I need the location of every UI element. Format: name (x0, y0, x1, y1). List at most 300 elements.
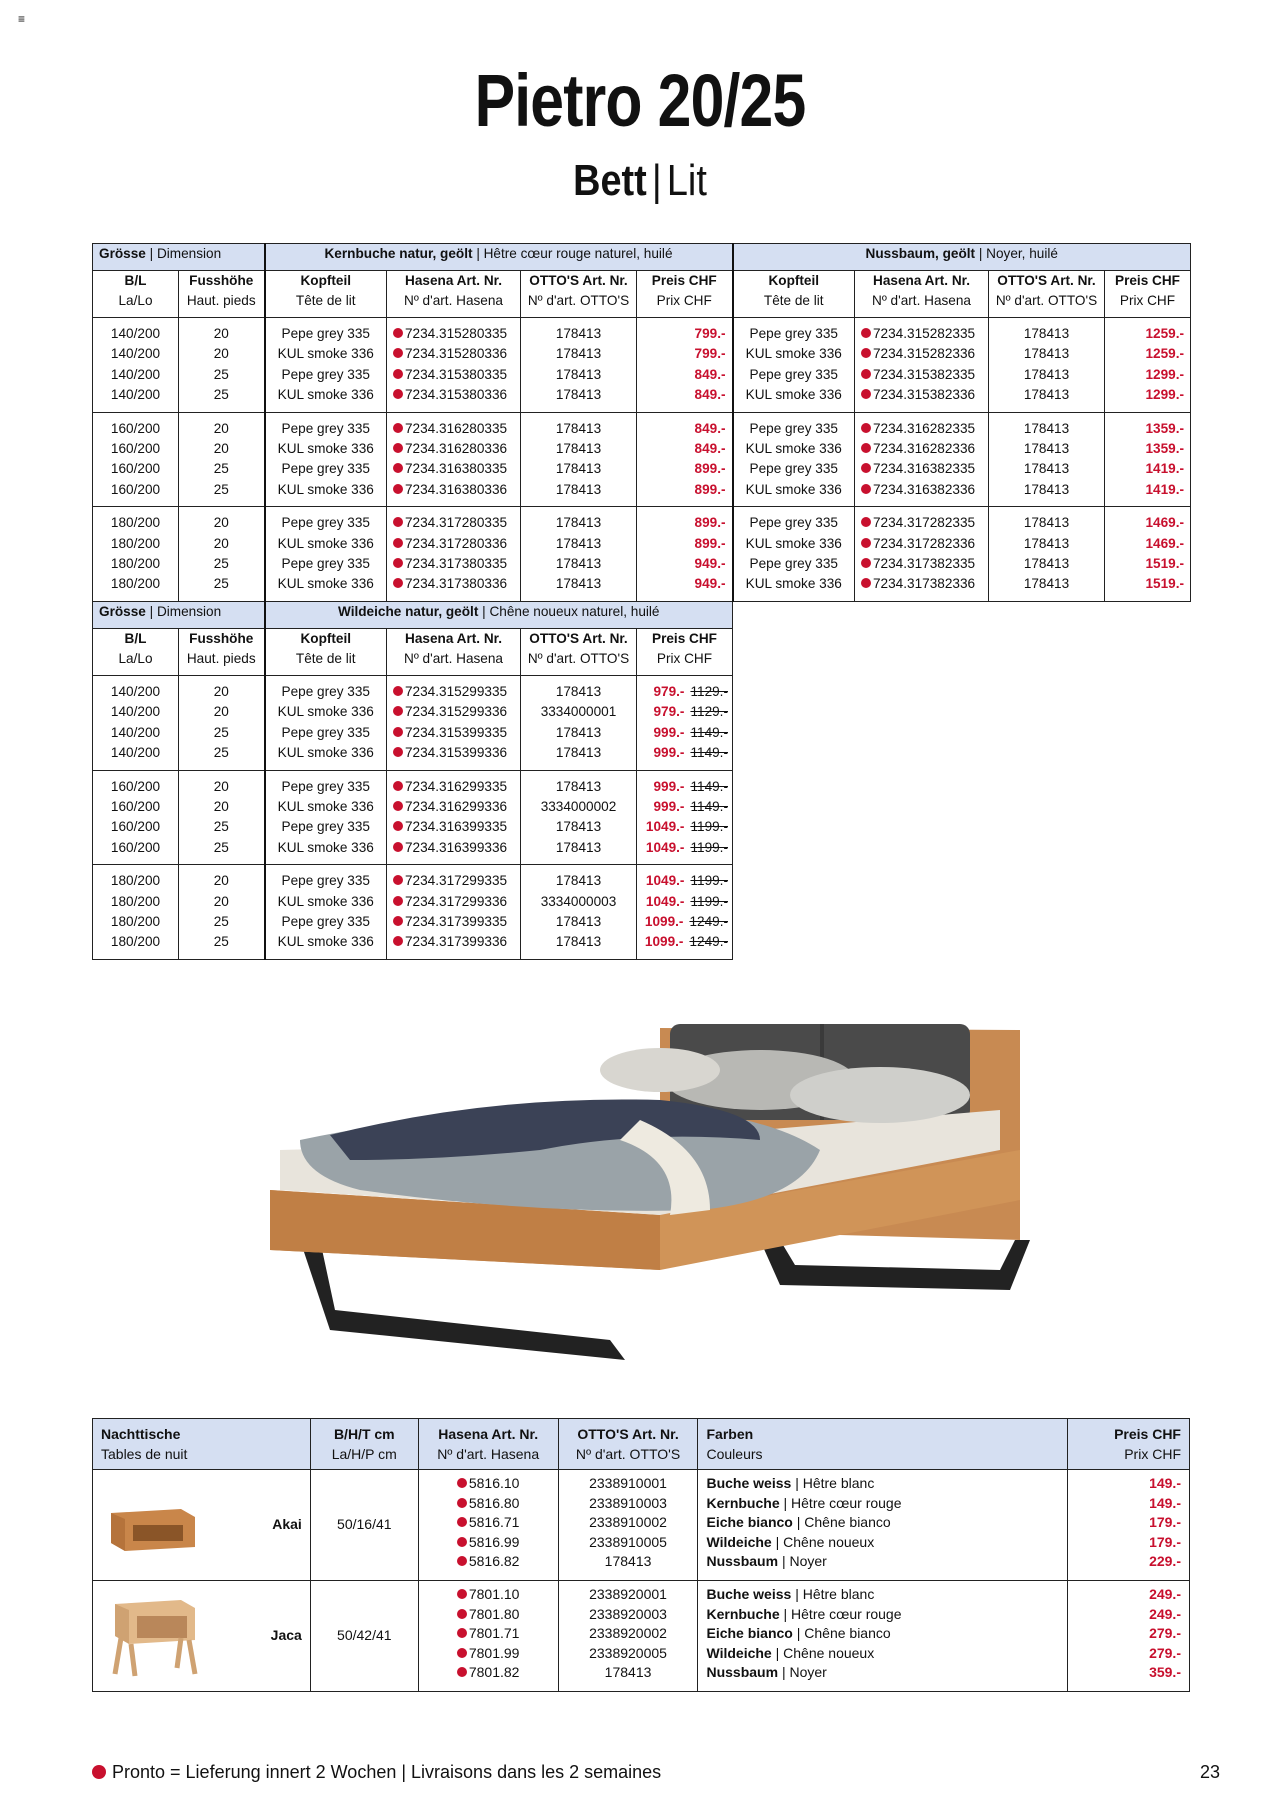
pronto-dot-icon (393, 389, 403, 399)
pronto-dot-icon (861, 423, 871, 433)
price: 1259.- (1145, 326, 1184, 341)
cell-value: KUL smoke 336 (277, 839, 374, 855)
art-nr: 5816.71 (427, 1513, 550, 1533)
price: 1359.- (1145, 441, 1184, 457)
price: 849.- (694, 387, 726, 403)
group-header-kernbuche: Kernbuche natur, geölt | Hêtre cœur rouge naturel, huilé (265, 244, 733, 271)
art-nr: 7234.316382336 (861, 480, 982, 500)
price: 1299.- (1145, 366, 1184, 382)
jaca-nightstand-image (101, 1594, 201, 1678)
cell-value: 178413 (555, 576, 602, 592)
art-nr: 7801.99 (427, 1644, 550, 1664)
pronto-dot-icon (393, 538, 403, 548)
price: 999.- 1149.- (653, 798, 728, 814)
cell-value: 160/200 (110, 778, 161, 794)
price: 799.- (694, 346, 726, 362)
art-nr: 7234.317282336 (861, 534, 982, 554)
column-header: Farben Couleurs (698, 1419, 1068, 1470)
size-header: Grösse | Dimension (93, 244, 265, 271)
cell-value: 25 (213, 461, 229, 477)
cell-value: 20 (213, 798, 229, 814)
cell-value: 2338910001 (589, 1475, 667, 1491)
group-header-wildeiche: Wildeiche natur, geölt | Chêne noueux naturel, huilé (265, 601, 733, 628)
cell-value: Pepe grey 335 (281, 724, 370, 740)
art-nr: 7801.10 (427, 1585, 550, 1605)
cell-value: 25 (213, 387, 229, 403)
column-header: Hasena Art. Nr. Nº d'art. Hasena (855, 271, 989, 318)
price: 1099.- 1249.- (644, 934, 728, 950)
cell-value: KUL smoke 336 (277, 745, 374, 761)
cell-value: Pepe grey 335 (281, 326, 370, 341)
column-header: B/L La/Lo (93, 271, 179, 318)
cell-value: 20 (213, 441, 229, 457)
price: 149.- (1149, 1494, 1181, 1511)
cell-value: 178413 (604, 1664, 652, 1681)
price: 179.- (1149, 1533, 1181, 1550)
price: 249.- (1149, 1605, 1181, 1622)
cell-value: 178413 (1023, 420, 1070, 436)
pronto-dot-icon (393, 781, 403, 791)
art-nr: 7234.316399335 (393, 817, 514, 837)
bed-price-table (92, 243, 1191, 960)
cell-value: 140/200 (110, 387, 161, 403)
art-nr: 7234.317282335 (861, 513, 982, 533)
pronto-dot-icon (457, 1498, 467, 1508)
cell-value: 2338920001 (589, 1586, 667, 1602)
old-price: 1199.- (690, 893, 728, 909)
page-title: Pietro 20/25 (474, 59, 806, 142)
cell-value: 178413 (1023, 535, 1070, 551)
art-nr: 7234.315382335 (861, 365, 982, 385)
cell-value: KUL smoke 336 (745, 387, 842, 403)
price: 149.- (1149, 1475, 1181, 1491)
pronto-dot-icon (457, 1628, 467, 1638)
cell-value: 178413 (1023, 556, 1070, 572)
cell-value: Pepe grey 335 (281, 778, 370, 794)
pronto-dot-icon (393, 916, 403, 926)
cell-value: 178413 (555, 481, 602, 497)
cell-value: 160/200 (110, 819, 161, 835)
column-header: B/L La/Lo (93, 628, 179, 675)
cell-value: 178413 (1023, 481, 1070, 497)
cell-value: 25 (213, 913, 229, 929)
cell-value: 178413 (1023, 387, 1070, 403)
cell-value: KUL smoke 336 (277, 798, 374, 814)
cell-value: 160/200 (110, 461, 161, 477)
pronto-dot-icon (393, 727, 403, 737)
pronto-dot-icon (393, 821, 403, 831)
page-subtitle (90, 156, 1191, 206)
pronto-dot-icon (393, 443, 403, 453)
pronto-dot-icon (393, 369, 403, 379)
art-nr: 7234.317382336 (861, 574, 982, 594)
akai-nightstand-image (101, 1495, 201, 1555)
cell-value: 178413 (555, 535, 602, 551)
pronto-dot-icon (393, 517, 403, 527)
cell-value: 20 (213, 873, 229, 889)
cell-value: Pepe grey 335 (281, 461, 370, 477)
cell-value: 20 (213, 893, 229, 909)
cell-value: Pepe grey 335 (281, 556, 370, 572)
cell-value: 178413 (555, 515, 602, 531)
price: 279.- (1149, 1644, 1181, 1661)
old-price: 1149.- (690, 798, 728, 814)
table-row (93, 1581, 1190, 1692)
art-nr: 7234.315399335 (393, 723, 514, 743)
cell-value: 178413 (555, 461, 602, 477)
pronto-dot-icon (861, 463, 871, 473)
table-row (93, 770, 1191, 865)
price: 1359.- (1145, 420, 1184, 436)
cell-value: 178413 (555, 873, 602, 889)
art-nr: 5816.10 (427, 1474, 550, 1494)
cell-value: 180/200 (110, 576, 161, 592)
cell-value: KUL smoke 336 (277, 481, 374, 497)
art-nr: 7234.316280335 (393, 419, 514, 439)
cell-value: 25 (213, 934, 229, 950)
dimensions: 50/42/41 (310, 1581, 418, 1692)
pronto-dot-icon (861, 538, 871, 548)
cell-value: 160/200 (110, 839, 161, 855)
price: 229.- (1149, 1553, 1181, 1570)
pronto-dot-icon (393, 801, 403, 811)
cell-value: Pepe grey 335 (281, 420, 370, 436)
cell-value: Pepe grey 335 (281, 913, 370, 929)
cell-value: 178413 (1023, 346, 1070, 362)
price: 1099.- 1249.- (644, 913, 728, 929)
cell-value: 180/200 (110, 515, 161, 531)
cell-value: 3334000001 (540, 704, 617, 720)
cell-value: 140/200 (110, 724, 161, 740)
old-price: 1199.- (690, 873, 728, 889)
pronto-dot-icon (393, 578, 403, 588)
price: 899.- (694, 515, 726, 531)
nightstand-table (92, 1418, 1190, 1692)
table-row (93, 318, 1191, 413)
cell-value: Pepe grey 335 (749, 366, 838, 382)
art-nr: 7234.315299335 (393, 682, 514, 702)
cell-value: 140/200 (110, 704, 161, 720)
subtitle-de: Bett (573, 156, 647, 205)
price: 179.- (1149, 1514, 1181, 1531)
cell-value: 160/200 (110, 798, 161, 814)
art-nr: 7234.316399336 (393, 838, 514, 858)
price: 899.- (694, 535, 726, 551)
art-nr: 7234.316380336 (393, 480, 514, 500)
cell-value: KUL smoke 336 (277, 934, 374, 950)
cell-value: 178413 (1023, 326, 1070, 341)
cell-value: KUL smoke 336 (277, 893, 374, 909)
cell-value: KUL smoke 336 (277, 535, 374, 551)
subtitle-separator: | (651, 156, 662, 205)
cell-value: 180/200 (110, 535, 161, 551)
art-nr: 7801.71 (427, 1624, 550, 1644)
column-header: Kopfteil Tête de lit (265, 271, 387, 318)
cell-value: Pepe grey 335 (281, 366, 370, 382)
art-nr: 7234.316280336 (393, 439, 514, 459)
art-nr: 7234.315382336 (861, 385, 982, 405)
cell-value: 160/200 (110, 441, 161, 457)
old-price: 1149.- (690, 778, 728, 794)
column-header: Kopfteil Tête de lit (733, 271, 855, 318)
cell-value: 20 (213, 778, 229, 794)
table-row (93, 865, 1191, 960)
cell-value: 25 (213, 556, 229, 572)
art-nr: 7234.315282335 (861, 324, 982, 344)
color-option: Nussbaum | Noyer (706, 1553, 827, 1570)
art-nr: 7234.315282336 (861, 344, 982, 364)
table-row (93, 412, 1191, 507)
price: 359.- (1149, 1664, 1181, 1681)
cell-value: 180/200 (110, 873, 161, 889)
cell-value: 180/200 (110, 934, 161, 950)
column-header: OTTO'S Art. Nr. Nº d'art. OTTO'S (521, 628, 637, 675)
column-header: OTTO'S Art. Nr. Nº d'art. OTTO'S (558, 1419, 698, 1470)
cell-value: 2338920002 (589, 1625, 667, 1642)
price: 899.- (694, 481, 726, 497)
cell-value: 178413 (555, 366, 602, 382)
cell-value: 3334000003 (540, 893, 617, 909)
cell-value: 25 (213, 819, 229, 835)
cell-value: 180/200 (110, 556, 161, 572)
page-number: 23 (1200, 1762, 1221, 1782)
column-header: Fusshöhe Haut. pieds (179, 628, 265, 675)
price: 999.- 1149.- (653, 745, 728, 761)
cell-value: 180/200 (110, 913, 161, 929)
pronto-dot-icon (861, 443, 871, 453)
column-header: Preis CHF Prix CHF (1105, 271, 1191, 318)
cell-value: 20 (213, 535, 229, 551)
art-nr: 7234.317380335 (393, 554, 514, 574)
cell-value: 20 (213, 683, 229, 699)
cell-value: 25 (213, 745, 229, 761)
pronto-dot-icon (457, 1556, 467, 1566)
column-header: OTTO'S Art. Nr. Nº d'art. OTTO'S (521, 271, 637, 318)
cell-value: 140/200 (110, 366, 161, 382)
cell-value: 2338910002 (589, 1514, 667, 1531)
pronto-dot-icon (393, 484, 403, 494)
pronto-dot-icon (393, 706, 403, 716)
group-header-nussbaum: Nussbaum, geölt | Noyer, huilé (733, 244, 1191, 271)
price: 949.- (694, 576, 726, 592)
cell-value: Pepe grey 335 (749, 461, 838, 477)
cell-value: Pepe grey 335 (281, 515, 370, 531)
cell-value: 178413 (1023, 366, 1070, 382)
cell-value: 178413 (1023, 461, 1070, 477)
art-nr: 7234.316380335 (393, 459, 514, 479)
art-nr: 7234.317280336 (393, 534, 514, 554)
cell-value: 160/200 (110, 481, 161, 497)
old-price: 1149.- (690, 724, 728, 740)
old-price: 1129.- (690, 683, 728, 699)
price: 979.- 1129.- (653, 683, 728, 699)
footer-note (92, 1762, 661, 1783)
price: 1049.- 1199.- (645, 839, 728, 855)
table-row (93, 675, 1191, 770)
color-option: Eiche bianco | Chêne bianco (706, 1625, 891, 1642)
pronto-dot-icon (393, 896, 403, 906)
column-header: Preis CHF Prix CHF (637, 271, 733, 318)
art-nr: 7234.316282336 (861, 439, 982, 459)
subtitle-fr: Lit (666, 156, 707, 205)
cell-value: 178413 (1023, 515, 1070, 531)
cell-value: 178413 (555, 778, 602, 794)
price: 949.- (694, 556, 726, 572)
cell-value: 25 (213, 724, 229, 740)
cell-value: 20 (213, 420, 229, 436)
column-header: Fusshöhe Haut. pieds (179, 271, 265, 318)
cell-value: 178413 (1023, 576, 1070, 592)
art-nr: 7234.315280335 (393, 324, 514, 344)
cell-value: 140/200 (110, 326, 161, 341)
pronto-dot-icon (393, 348, 403, 358)
cell-value: 178413 (555, 683, 602, 699)
price: 1419.- (1145, 461, 1184, 477)
old-price: 1129.- (690, 704, 728, 720)
cell-value: 140/200 (110, 745, 161, 761)
cell-value: 178413 (555, 913, 602, 929)
pronto-dot-icon (393, 558, 403, 568)
old-price: 1199.- (690, 839, 728, 855)
column-header: Kopfteil Tête de lit (265, 628, 387, 675)
art-nr: 7234.315380335 (393, 365, 514, 385)
cell-value: 20 (213, 704, 229, 720)
cell-value: KUL smoke 336 (277, 346, 374, 362)
cell-value: 178413 (555, 556, 602, 572)
art-nr: 7234.316282335 (861, 419, 982, 439)
color-option: Kernbuche | Hêtre cœur rouge (706, 1605, 902, 1622)
pronto-dot-icon (861, 517, 871, 527)
product-name: Jaca (270, 1627, 302, 1644)
art-nr: 7234.316299336 (393, 797, 514, 817)
pronto-dot-icon (393, 842, 403, 852)
cell-value: 25 (213, 576, 229, 592)
cell-value: 140/200 (110, 346, 161, 362)
cell-value: KUL smoke 336 (277, 576, 374, 592)
column-header: Preis CHF Prix CHF (1068, 1419, 1190, 1470)
art-nr: 7234.315299336 (393, 702, 514, 722)
cell-value: 178413 (555, 934, 602, 950)
art-nr: 7234.317399336 (393, 932, 514, 952)
cell-value: 2338910005 (589, 1533, 667, 1550)
pronto-dot-icon (457, 1517, 467, 1527)
art-nr: 5816.99 (427, 1533, 550, 1553)
price: 1259.- (1145, 346, 1184, 362)
footer-text: Pronto = Lieferung innert 2 Wochen | Livraisons dans les 2 semaines (112, 1762, 662, 1782)
pronto-dot-icon (393, 463, 403, 473)
price: 1419.- (1145, 481, 1184, 497)
cell-value: 178413 (555, 346, 602, 362)
table-row (93, 507, 1191, 602)
cell-value: KUL smoke 336 (745, 346, 842, 362)
cell-value: Pepe grey 335 (749, 515, 838, 531)
old-price: 1199.- (690, 819, 728, 835)
cell-value: 20 (213, 346, 229, 362)
art-nr: 7801.82 (427, 1663, 550, 1683)
art-nr: 5816.80 (427, 1494, 550, 1514)
cell-value: 25 (213, 839, 229, 855)
art-nr: 7234.317299335 (393, 871, 514, 891)
column-header: Hasena Art. Nr. Nº d'art. Hasena (387, 271, 521, 318)
price: 1049.- 1199.- (645, 893, 728, 909)
cell-value: 20 (213, 326, 229, 341)
column-header: Preis CHF Prix CHF (637, 628, 733, 675)
cell-value: Pepe grey 335 (749, 556, 838, 572)
art-nr: 7801.80 (427, 1605, 550, 1625)
cell-value: 178413 (555, 387, 602, 403)
art-nr: 5816.82 (427, 1552, 550, 1572)
price: 1469.- (1145, 535, 1184, 551)
art-nr: 7234.316299335 (393, 777, 514, 797)
cell-value: Pepe grey 335 (281, 683, 370, 699)
cell-value: KUL smoke 336 (277, 387, 374, 403)
color-option: Buche weiss | Hêtre blanc (706, 1586, 875, 1602)
cell-value: 178413 (1023, 441, 1070, 457)
pronto-dot-icon (457, 1589, 467, 1599)
price: 799.- (694, 326, 726, 341)
pronto-dot-icon (457, 1648, 467, 1658)
art-nr: 7234.315280336 (393, 344, 514, 364)
price: 999.- 1149.- (653, 724, 728, 740)
art-nr: 7234.317299336 (393, 892, 514, 912)
price: 249.- (1149, 1586, 1181, 1602)
art-nr: 7234.316382335 (861, 459, 982, 479)
old-price: 1249.- (689, 913, 728, 929)
menu-icon[interactable]: ≡ (18, 12, 25, 26)
old-price: 1249.- (689, 934, 728, 950)
cell-value: 3334000002 (540, 798, 617, 814)
art-nr: 7234.317280335 (393, 513, 514, 533)
cell-value: 2338910003 (589, 1494, 667, 1511)
pronto-dot-icon (393, 875, 403, 885)
pronto-dot-icon (393, 936, 403, 946)
art-nr: 7234.315380336 (393, 385, 514, 405)
price: 1299.- (1145, 387, 1184, 403)
price: 849.- (694, 366, 726, 382)
pronto-dot-icon (393, 686, 403, 696)
table-row (93, 1470, 1190, 1581)
color-option: Wildeiche | Chêne noueux (706, 1533, 875, 1550)
size-header: Grösse | Dimension (93, 601, 265, 628)
art-nr: 7234.317399335 (393, 912, 514, 932)
cell-value: 180/200 (110, 893, 161, 909)
color-option: Wildeiche | Chêne noueux (706, 1644, 875, 1661)
art-nr: 7234.315399336 (393, 743, 514, 763)
cell-value: 20 (213, 515, 229, 531)
pronto-dot-icon (457, 1609, 467, 1619)
cell-value: Pepe grey 335 (281, 819, 370, 835)
cell-value: 178413 (555, 326, 602, 341)
cell-value: 25 (213, 366, 229, 382)
cell-value: 2338920005 (589, 1644, 667, 1661)
price: 1469.- (1145, 515, 1184, 531)
cell-value: 178413 (604, 1553, 652, 1570)
column-header: Hasena Art. Nr. Nº d'art. Hasena (387, 628, 521, 675)
price: 849.- (694, 420, 726, 436)
cell-value: 140/200 (110, 683, 161, 699)
cell-value: 178413 (555, 420, 602, 436)
pronto-dot-icon (457, 1667, 467, 1677)
cell-value: 178413 (555, 819, 602, 835)
art-nr: 7234.317380336 (393, 574, 514, 594)
pronto-dot-icon (861, 484, 871, 494)
column-header: OTTO'S Art. Nr. Nº d'art. OTTO'S (989, 271, 1105, 318)
column-header: Hasena Art. Nr. Nº d'art. Hasena (418, 1419, 558, 1470)
color-option: Eiche bianco | Chêne bianco (706, 1514, 891, 1531)
art-nr: 7234.317382335 (861, 554, 982, 574)
pronto-dot-icon (861, 348, 871, 358)
cell-value: Pepe grey 335 (749, 326, 838, 341)
